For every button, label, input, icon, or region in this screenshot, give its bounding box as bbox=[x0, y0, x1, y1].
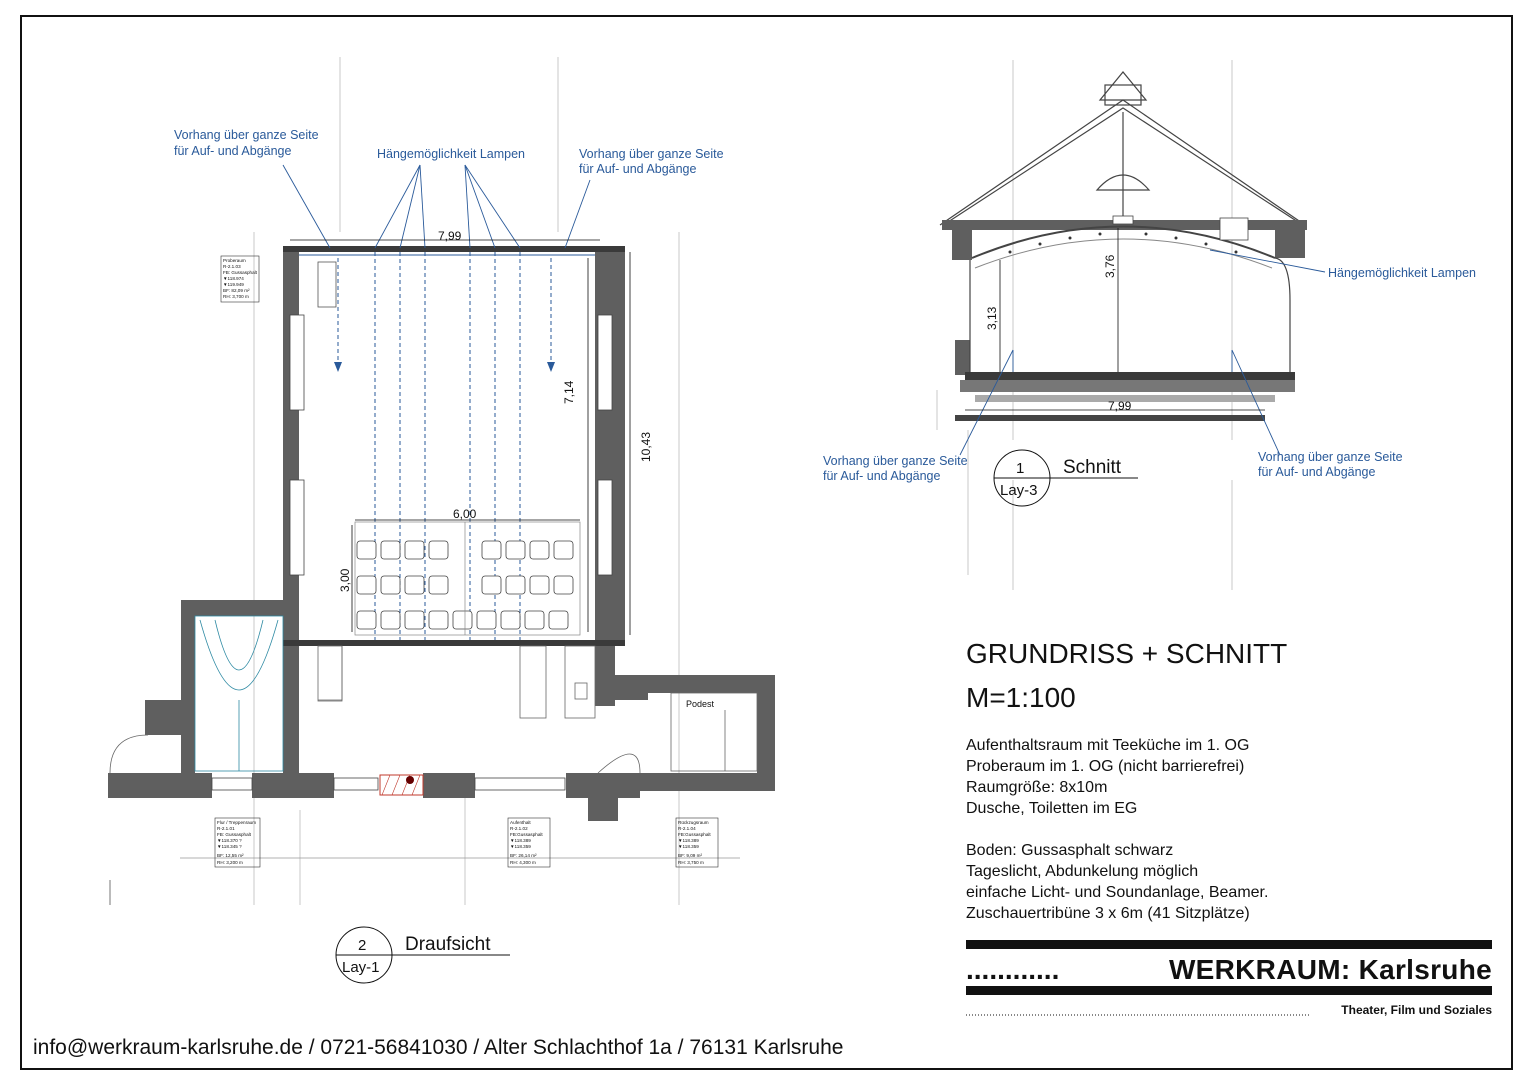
brand-bar-top bbox=[966, 940, 1492, 949]
plan-note-curtain-left-2: für Auf- und Abgänge bbox=[174, 144, 292, 158]
seat bbox=[530, 576, 549, 594]
seat bbox=[482, 541, 501, 559]
brand-bar-bottom bbox=[966, 986, 1492, 995]
svg-text:R-2.1.01: R-2.1.01 bbox=[217, 826, 235, 831]
seat bbox=[429, 611, 448, 629]
svg-text:Flur / Treppenraum: Flur / Treppenraum bbox=[217, 820, 257, 825]
description-line: Proberaum im 1. OG (nicht barrierefrei) bbox=[966, 758, 1245, 775]
wall-right bbox=[1275, 258, 1290, 372]
podest-label: Podest bbox=[686, 699, 715, 709]
svg-text:FB: Gussasphalt: FB: Gussasphalt bbox=[223, 270, 257, 275]
seat bbox=[530, 541, 549, 559]
description-line: Raumgröße: 8x10m bbox=[966, 779, 1108, 796]
roof bbox=[940, 72, 1305, 225]
svg-text:Aufenthalt: Aufenthalt bbox=[510, 820, 531, 825]
svg-text:2: 2 bbox=[358, 937, 367, 954]
svg-text:RH: 3,700 m: RH: 3,700 m bbox=[223, 294, 249, 299]
plan-note-curtain-right-1: Vorhang über ganze Seite bbox=[579, 147, 724, 161]
seat bbox=[506, 541, 525, 559]
section-note-curtain-right-2: für Auf- und Abgänge bbox=[1258, 465, 1376, 479]
svg-text:BF: 9,09 m²: BF: 9,09 m² bbox=[678, 853, 702, 858]
roof-window bbox=[1220, 218, 1248, 240]
walls bbox=[108, 246, 775, 821]
seat bbox=[405, 611, 424, 629]
description-line: Aufenthaltsraum mit Teeküche im 1. OG bbox=[966, 737, 1250, 754]
svg-text:▼118.359: ▼118.359 bbox=[678, 844, 699, 849]
sheet-title: GRUNDRISS + SCHNITT bbox=[966, 638, 1288, 669]
skylight bbox=[1113, 216, 1133, 224]
seat bbox=[477, 611, 496, 629]
seat bbox=[453, 611, 472, 629]
kitchen-details bbox=[110, 646, 757, 773]
dim-total-depth: 10,43 bbox=[639, 431, 653, 462]
svg-text:RH: 4,300 m: RH: 4,300 m bbox=[510, 860, 536, 865]
section-dim-inner: 3,13 bbox=[985, 306, 999, 330]
section-note-curtain-right-1: Vorhang über ganze Seite bbox=[1258, 450, 1403, 464]
brand-name: WERKRAUM: Karlsruhe bbox=[1168, 954, 1492, 985]
seat bbox=[405, 541, 424, 559]
seat bbox=[357, 576, 376, 594]
seat bbox=[554, 576, 573, 594]
svg-text:Lay-1: Lay-1 bbox=[342, 959, 380, 976]
svg-text:▼118.359: ▼118.359 bbox=[510, 844, 531, 849]
chimney-hatched bbox=[380, 775, 423, 795]
seat bbox=[381, 541, 400, 559]
seat bbox=[554, 541, 573, 559]
view-label-schnitt bbox=[994, 450, 1138, 506]
seat bbox=[482, 576, 501, 594]
svg-text:▼118.389: ▼118.389 bbox=[678, 838, 699, 843]
description-line: Tageslicht, Abdunkelung möglich bbox=[966, 863, 1199, 880]
sheet-border bbox=[21, 16, 1512, 1069]
chimney-flue bbox=[406, 776, 414, 784]
plan-note-curtain-left-1: Vorhang über ganze Seite bbox=[174, 128, 319, 142]
dim-tribune-depth: 3,00 bbox=[338, 568, 352, 592]
dim-width: 7,99 bbox=[438, 229, 462, 243]
svg-text:▼118.370 ?: ▼118.370 ? bbox=[217, 838, 242, 843]
section-note-curtain-left-2: für Auf- und Abgänge bbox=[823, 469, 941, 483]
description-line: Zuschauertribüne 3 x 6m (41 Sitzplätze) bbox=[966, 905, 1250, 922]
svg-text:FB: Gussasphalt: FB: Gussasphalt bbox=[217, 832, 251, 837]
plan-note-curtain-right-2: für Auf- und Abgänge bbox=[579, 162, 697, 176]
description-block-2 bbox=[966, 840, 1268, 924]
seat bbox=[381, 611, 400, 629]
section-dim-top: 3,76 bbox=[1103, 254, 1117, 278]
room-tag-aufenthalt bbox=[508, 818, 550, 867]
leader-lines bbox=[283, 165, 590, 248]
section-note-lamps: Hängemöglichkeit Lampen bbox=[1328, 266, 1477, 280]
svg-text:R-2.1.03: R-2.1.03 bbox=[223, 264, 241, 269]
dim-tribune-width: 6,00 bbox=[453, 507, 477, 521]
seat bbox=[506, 576, 525, 594]
svg-text:BF: 82,09 m²: BF: 82,09 m² bbox=[223, 288, 250, 293]
floor-plan bbox=[108, 57, 775, 983]
dimension-lines bbox=[180, 240, 740, 858]
description-line: Boden: Gussasphalt schwarz bbox=[966, 842, 1174, 859]
svg-text:FB:Gussasphalt: FB:Gussasphalt bbox=[678, 832, 711, 837]
curtain-arrows bbox=[334, 362, 555, 372]
svg-text:RH: 3,750 m: RH: 3,750 m bbox=[678, 860, 704, 865]
description-block bbox=[966, 735, 1249, 819]
svg-text:▼118.389: ▼118.389 bbox=[510, 838, 531, 843]
sheet-scale: M=1:100 bbox=[966, 682, 1076, 713]
description-line: Dusche, Toiletten im EG bbox=[966, 800, 1138, 817]
svg-text:FB:Gussasphalt: FB:Gussasphalt bbox=[510, 832, 543, 837]
svg-text:Proberaum: Proberaum bbox=[223, 258, 246, 263]
view-label-draufsicht bbox=[336, 927, 510, 983]
room-tag-probenraum bbox=[221, 256, 259, 302]
wardrobe bbox=[318, 262, 336, 307]
svg-text:Draufsicht: Draufsicht bbox=[405, 934, 491, 955]
section-axis-lines bbox=[937, 60, 1232, 590]
seat bbox=[549, 611, 568, 629]
svg-text:R-2.1.04: R-2.1.04 bbox=[678, 826, 696, 831]
svg-text:1: 1 bbox=[1016, 460, 1025, 477]
section-curtains bbox=[960, 250, 1325, 455]
footer-contact: info@werkraum-karlsruhe.de / 0721-56841030 / Alter Schlachthof 1a / 76131 Karlsruhe bbox=[33, 1036, 844, 1059]
seat bbox=[357, 541, 376, 559]
chimney-hatch-lines bbox=[382, 775, 420, 795]
seat bbox=[501, 611, 520, 629]
plan-note-lamps: Hängemöglichkeit Lampen bbox=[377, 147, 526, 161]
seat bbox=[405, 576, 424, 594]
svg-text:Schnitt: Schnitt bbox=[1063, 457, 1122, 478]
dim-inner-depth: 7,14 bbox=[562, 380, 576, 404]
section-note-curtain-left-1: Vorhang über ganze Seite bbox=[823, 454, 968, 468]
seat bbox=[381, 576, 400, 594]
room-tag-rueckzug bbox=[676, 818, 718, 867]
seat bbox=[357, 611, 376, 629]
svg-text:RH: 3,200 m: RH: 3,200 m bbox=[217, 860, 243, 865]
brand-dots: ............ bbox=[966, 954, 1060, 985]
svg-text:R-2.1.02: R-2.1.02 bbox=[510, 826, 528, 831]
svg-text:▼118.974: ▼118.974 bbox=[223, 276, 244, 281]
seat bbox=[429, 541, 448, 559]
svg-text:▼119.949: ▼119.949 bbox=[223, 282, 244, 287]
svg-text:BF: 12,55 m²: BF: 12,55 m² bbox=[217, 853, 244, 858]
svg-text:Lay-3: Lay-3 bbox=[1000, 482, 1038, 499]
section-view bbox=[823, 60, 1476, 590]
svg-text:BF: 26,14 m²: BF: 26,14 m² bbox=[510, 853, 537, 858]
staircase bbox=[195, 616, 283, 771]
svg-text:▼118.345 ?: ▼118.345 ? bbox=[217, 844, 242, 849]
brand-subtitle: Theater, Film und Soziales bbox=[1341, 1003, 1492, 1017]
room-tag-flur bbox=[215, 818, 260, 867]
seat bbox=[429, 576, 448, 594]
svg-text:Rückzugsraum: Rückzugsraum bbox=[678, 820, 709, 825]
description-line: einfache Licht- und Soundanlage, Beamer. bbox=[966, 884, 1269, 901]
seat bbox=[525, 611, 544, 629]
section-dim-width: 7,99 bbox=[1108, 399, 1132, 413]
